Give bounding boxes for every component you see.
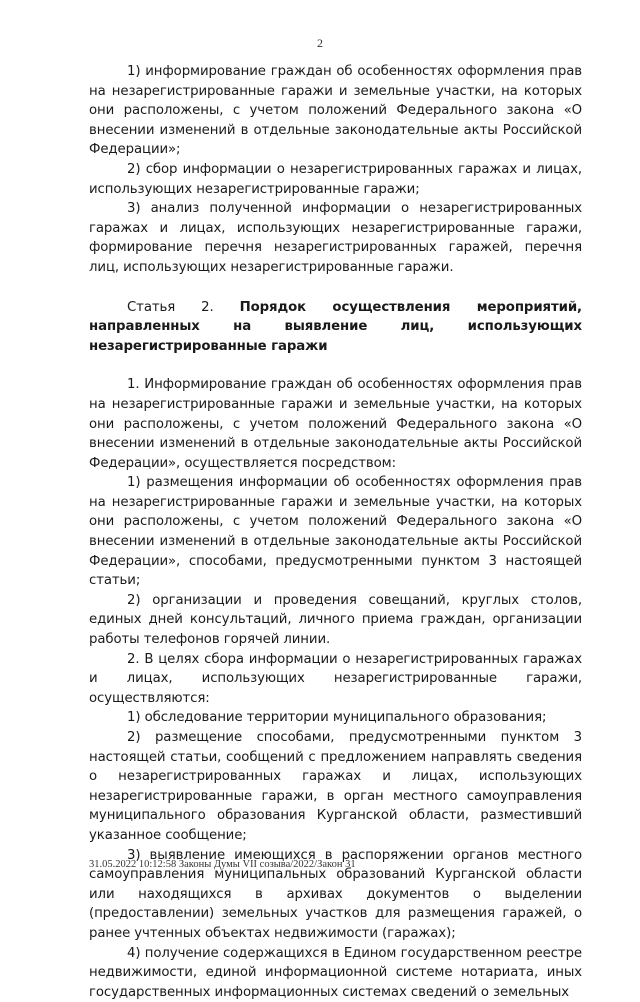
article-number: Статья 2.	[127, 299, 214, 315]
article-title: Порядок осуществления мероприятий, направленных на выявление лиц, использующих незарегистрированные гаражи	[89, 299, 582, 354]
list-item: 1) информирование граждан об особенностях оформления прав на незарегистрированные гаражи и земельные участки, на которых они расположены, с учетом положений Федерального закона «О внесении изменений в отдельные законодательные акты Российской Федерации»;	[89, 64, 582, 158]
list-item: 1. Информирование граждан об особенностях оформления прав на незарегистрированные гаражи и земельные участки, на которых они расположены, с учетом положений Федерального закона «О внесении изменений в отдельные законодательные акты Российской Федерации», осуществляется посредством:	[89, 377, 582, 471]
list-item: 4) получение содержащихся в Едином государственном реестре недвижимости, единой информационной системе нотариата, иных государственных информационных системах сведений о земельных	[89, 945, 582, 1000]
list-item: 1) обследование территории муниципального образования;	[127, 710, 547, 726]
list-item: 2) организации и проведения совещаний, круглых столов, единых дней консультаций, личного приема граждан, организации работы телефонов горячей линии.	[89, 592, 582, 648]
list-item: 2. В целях сбора информации о незарегистрированных гаражах и лицах, использующих незарегистрированные гаражи, осуществляются:	[89, 651, 582, 706]
list-item: 2) сбор информации о незарегистрированных гаражах и лицах, использующих незарегистрированные гаражи;	[89, 161, 582, 197]
document-footer: 31.05.2022 10:12:58 Законы Думы VII созыва/2022/Закон 31	[89, 859, 356, 870]
list-item: 3) выявление имеющихся в распоряжении органов местного самоуправления муниципальных образований Курганской области или находящихся в архивах документов о выделении (предоставлении) земельных участков для размещения гаражей, о ранее учтенных объектах недвижимости (гаражах);	[89, 847, 582, 941]
list-item: 2) размещение способами, предусмотренными пунктом 3 настоящей статьи, сообщений с предложением направлять сведения о незарегистрированных гаражах и лицах, использующих незарегистрированные гаражи, в орган местного самоуправления муниципального образования Курганской области, разместивший указанное сообщение;	[89, 730, 582, 843]
article-heading	[89, 298, 582, 357]
list-item: 3) анализ полученной информации о незарегистрированных гаражах и лицах, использующих незарегистрированные гаражи, формирование перечня незарегистрированных гаражей, перечня лиц, использующих незарегистрированные гаражи.	[89, 201, 582, 275]
page-number: 2	[317, 36, 323, 50]
list-item: 1) размещения информации об особенностях оформления прав на незарегистрированные гаражи и земельные участки, на которых они расположены, с учетом положений Федерального закона «О внесении изменений в отдельные законодательные акты Российской Федерации», способами, предусмотренными пунктом 3 настоящей статьи;	[89, 475, 582, 589]
